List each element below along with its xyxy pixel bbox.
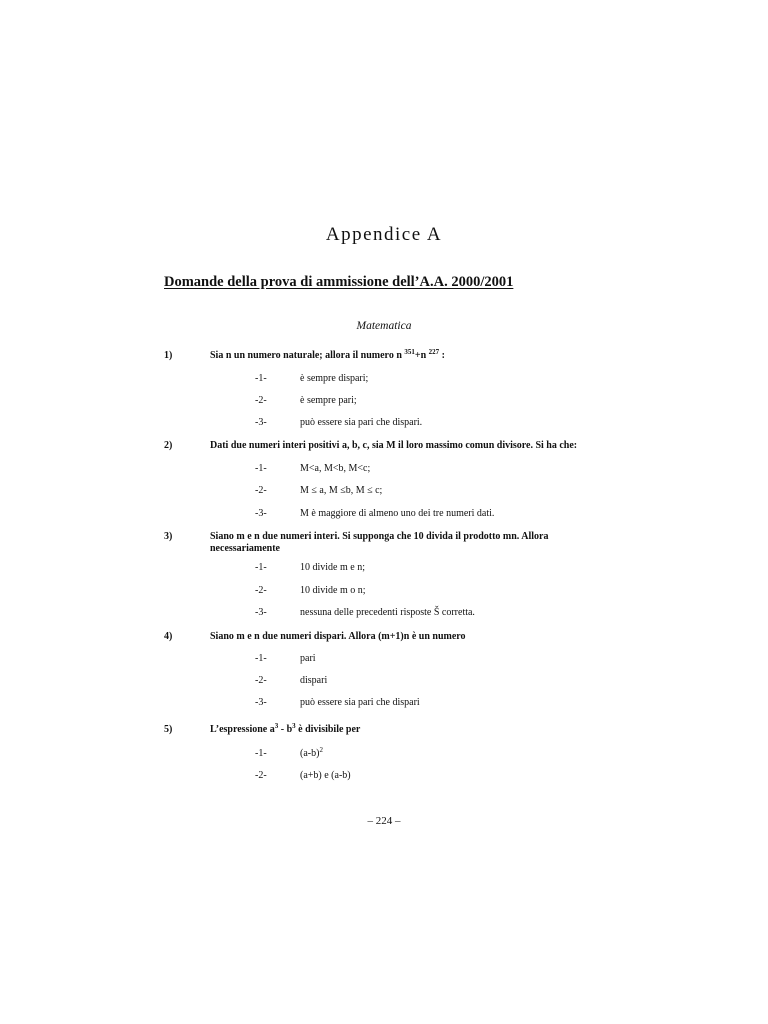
answer-label: -1- [255, 653, 267, 664]
answer-text: è sempre dispari; [300, 373, 369, 384]
section-heading: Domande della prova di ammissione dell’A.A. 2000/2001 [164, 274, 514, 290]
answer-text: pari [300, 653, 316, 664]
answer-label: -3- [255, 607, 267, 618]
answer-text: (a+b) e (a-b) [300, 770, 351, 781]
page-number: – 224 – [367, 815, 401, 827]
answer-label: -1- [255, 463, 267, 474]
answer-text: 10 divide m e n; [300, 562, 365, 573]
exponent: 351 [404, 348, 415, 356]
answer-label: -1- [255, 748, 267, 759]
answer-text: può essere sia pari che dispari [300, 697, 420, 708]
question-number: 3) [164, 531, 173, 542]
exponent: 2 [319, 746, 323, 754]
answer-text: M ≤ a, M ≤b, M ≤ c; [300, 485, 383, 496]
exponent: 3 [274, 722, 279, 730]
exponent: 227 [428, 348, 440, 356]
question-number: 1) [164, 350, 173, 361]
question-text: L’espressione $a^3 - b^3$ è divisibile per [210, 722, 361, 735]
question-text: Dati due numeri interi positivi a, b, c, sia M il loro massimo comun divisore. Si ha che: [210, 440, 578, 451]
answer-text: può essere sia pari che dispari. [300, 417, 423, 428]
question-text: Siano m e n due numeri dispari. Allora (m+1)n è un numero [210, 631, 466, 642]
answer-text: è sempre pari; [300, 395, 357, 406]
answer-label: -2- [255, 485, 267, 496]
subject-title: Matematica [356, 320, 412, 332]
answer-label: -3- [255, 508, 267, 519]
question-text: Siano m e n due numeri interi. Si supponga che 10 divida il prodotto mn. Allora necessariamente [210, 531, 549, 554]
answer-text: M<a, M<b, M<c; [300, 463, 371, 474]
answer-label: -1- [255, 562, 267, 573]
answer-label: -1- [255, 373, 267, 384]
answer-text: dispari [300, 675, 328, 686]
appendix-title: Appendice A [325, 224, 443, 245]
answer-label: -2- [255, 585, 267, 596]
answer-text: M è maggiore di almeno uno dei tre numeri dati. [300, 508, 495, 519]
answer-label: -3- [255, 417, 267, 428]
question-number: 4) [164, 631, 173, 642]
answer-label: -2- [255, 395, 267, 406]
question-number: 2) [164, 440, 173, 451]
answer-label: -2- [255, 770, 267, 781]
answer-text: nessuna delle precedenti risposte Š corretta. [300, 607, 475, 618]
question-number: 5) [164, 724, 173, 735]
answer-label: -2- [255, 675, 267, 686]
question-text: Sia n un numero naturale; allora il numero n $^{351}$+n $^{227}$ : [210, 348, 445, 361]
answer-label: -3- [255, 697, 267, 708]
answer-text: 10 divide m o n; [300, 585, 366, 596]
exponent: 3 [292, 722, 296, 730]
answer-text: $(a-b)^2$ [300, 746, 323, 759]
